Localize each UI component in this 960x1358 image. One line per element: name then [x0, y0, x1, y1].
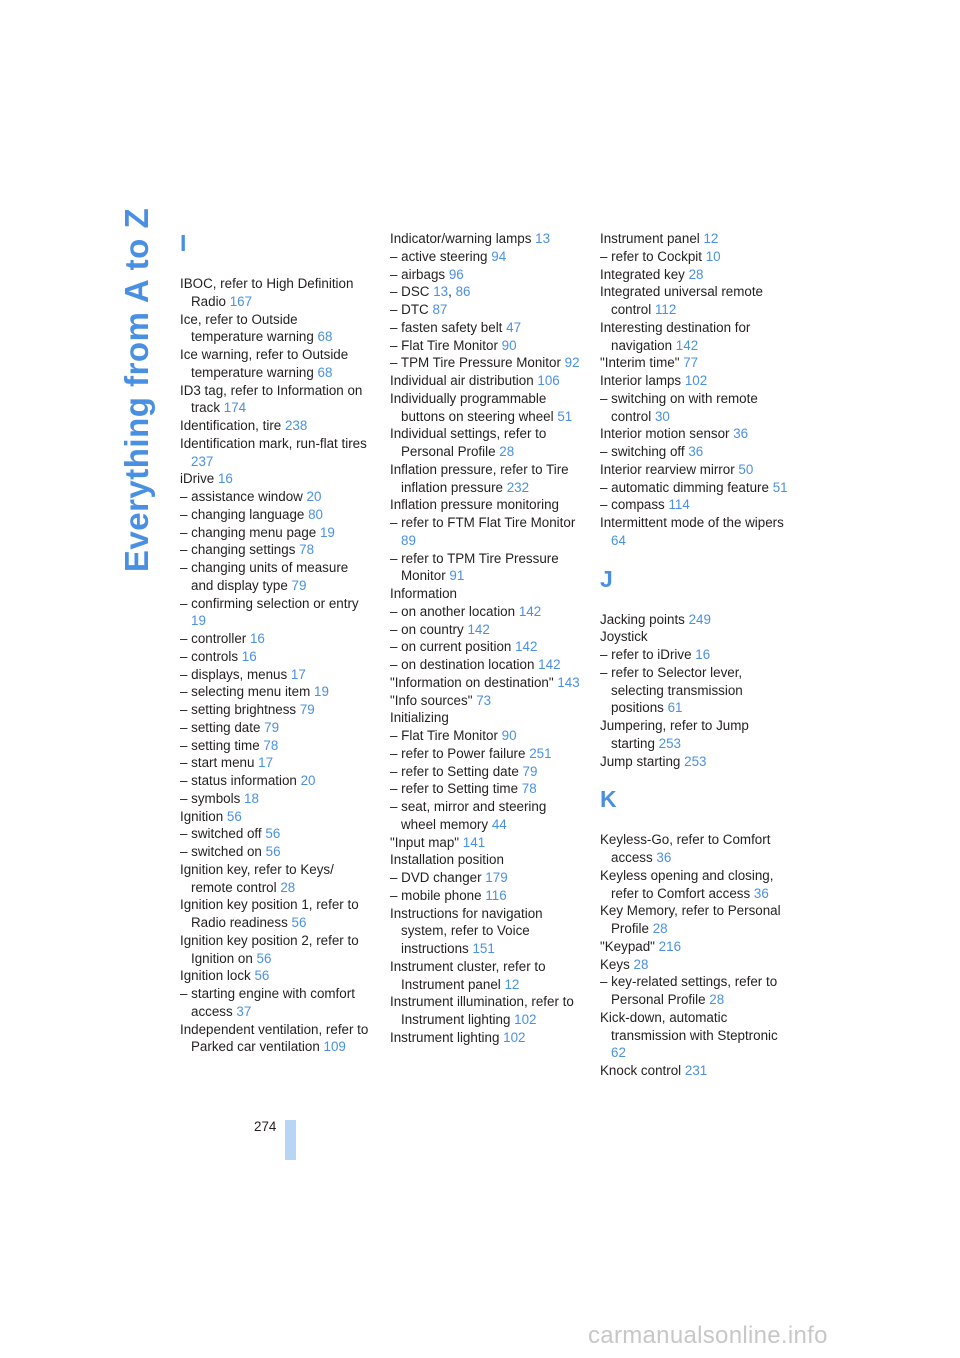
page-link[interactable]: 13: [433, 284, 449, 300]
entry-text: Jacking points: [600, 611, 685, 627]
index-entry: [180, 861, 370, 897]
page-link[interactable]: 106: [537, 373, 560, 388]
page-link[interactable]: 36: [733, 426, 749, 442]
index-entry: [600, 1062, 790, 1080]
page-link[interactable]: 56: [256, 950, 272, 966]
index-entry: [390, 851, 580, 869]
page-link[interactable]: 73: [476, 692, 492, 708]
index-entry: [600, 514, 790, 550]
index-entry: [180, 488, 370, 506]
page-link[interactable]: 28: [633, 956, 649, 972]
entry-text: – seat, mirror and steering wheel memory: [390, 799, 547, 832]
entry-text: Jump starting: [600, 753, 681, 769]
page-link[interactable]: 86: [455, 284, 471, 300]
index-entry: [600, 319, 790, 355]
entry-text: Keys: [600, 956, 630, 972]
entry-text: – Flat Tire Monitor: [390, 337, 498, 353]
page-link[interactable]: 19: [314, 684, 329, 700]
entry-text: Indicator/warning lamps: [390, 231, 532, 246]
page-link[interactable]: 174: [223, 400, 247, 416]
page-link[interactable]: 56: [291, 915, 307, 930]
page-link[interactable]: 16: [241, 648, 257, 664]
entry-text: Integrated universal remote control: [600, 284, 764, 317]
index-entry: [180, 790, 370, 808]
index-entry: [600, 283, 790, 319]
entry-text: Instrument lighting: [390, 1029, 500, 1045]
entry-text: – Flat Tire Monitor: [390, 728, 498, 743]
index-entry: [600, 753, 790, 771]
page-link[interactable]: 112: [654, 302, 677, 317]
entry-text: Identification mark, run-flat tires: [180, 435, 367, 451]
index-entry: [180, 896, 370, 932]
entry-text: – on destination location: [390, 657, 535, 672]
entry-text: – compass: [600, 497, 665, 513]
entry-text: Interior rearview mirror: [600, 461, 735, 477]
entry-text: – switching off: [600, 444, 685, 459]
index-entry: [600, 1009, 790, 1062]
entry-text: Integrated key: [600, 266, 685, 282]
entry-text: – refer to Cockpit: [600, 248, 702, 264]
page-link[interactable]: 44: [491, 816, 507, 832]
entry-text: Interior motion sensor: [600, 426, 730, 442]
page-link[interactable]: 64: [611, 532, 626, 548]
page-link[interactable]: 114: [668, 497, 690, 513]
entry-text: "Information on destination": [390, 674, 554, 690]
page-link[interactable]: 77: [683, 355, 699, 371]
page-link[interactable]: 80: [308, 506, 323, 522]
page-link[interactable]: 78: [263, 737, 279, 753]
entry-text: – refer to iDrive: [600, 647, 692, 662]
index-entry: [600, 938, 790, 956]
entry-text: – setting time: [180, 737, 260, 753]
page-link[interactable]: 36: [688, 444, 704, 459]
entry-text: Instrument illumination, refer to Instrument lighting: [390, 994, 574, 1027]
entry-text: – changing settings: [180, 542, 296, 558]
index-entry: [600, 831, 790, 867]
index-entry: [390, 1029, 580, 1047]
page-link[interactable]: 231: [684, 1063, 708, 1078]
index-entry: [180, 346, 370, 382]
index-column-3: [600, 230, 790, 1080]
entry-text: "Input map": [390, 834, 460, 850]
section-letter: K: [600, 786, 617, 813]
index-entry: [180, 648, 370, 666]
entry-text: – key-related settings, refer to Personal Profile: [600, 974, 778, 1007]
page-link[interactable]: 12: [504, 976, 520, 992]
page-link[interactable]: 238: [284, 418, 308, 433]
entry-text: – refer to FTM Flat Tire Monitor: [390, 515, 576, 530]
index-entry: [180, 1021, 370, 1057]
index-entry: [180, 275, 370, 311]
page-link[interactable]: 142: [467, 621, 490, 637]
entry-text: Ignition: [180, 808, 224, 824]
index-entry: [390, 248, 580, 266]
index-entry: [390, 869, 580, 887]
entry-text: – active steering: [390, 248, 488, 264]
index-entry: [180, 737, 370, 755]
index-entry: [600, 973, 790, 1009]
index-entry: [390, 905, 580, 958]
index-entry: [390, 958, 580, 994]
entry-text: – setting brightness: [180, 702, 297, 717]
page-link[interactable]: 87: [432, 302, 448, 317]
index-entry: [390, 763, 580, 781]
index-entry: [600, 230, 790, 248]
index-column-2: [390, 230, 580, 1047]
entry-text: – switched on: [180, 844, 262, 859]
index-entry: [390, 266, 580, 284]
index-entry: [180, 985, 370, 1021]
entry-text: – controls: [180, 648, 239, 664]
index-entry: [600, 867, 790, 903]
entry-text: Individual settings, refer to Personal Profile: [390, 426, 547, 459]
index-entry: [600, 479, 790, 497]
page-link[interactable]: 102: [514, 1012, 537, 1027]
entry-text: Ignition key position 1, refer to Radio readiness: [180, 897, 359, 930]
index-entry: [180, 808, 370, 826]
index-entry: [390, 390, 580, 426]
entry-text: "Keypad": [600, 938, 655, 954]
index-entry: [180, 754, 370, 772]
page-link[interactable]: 216: [658, 938, 682, 954]
page-link[interactable]: 30: [654, 408, 670, 424]
entry-text: – refer to Selector lever, selecting transmission positions: [600, 664, 743, 716]
section-gap: [600, 770, 790, 786]
page-link[interactable]: 62: [611, 1045, 626, 1061]
page-link[interactable]: 51: [772, 479, 788, 495]
page-link[interactable]: 102: [684, 373, 708, 388]
index-entry: [600, 372, 790, 390]
page-link[interactable]: 19: [191, 613, 206, 629]
entry-text: Knock control: [600, 1063, 682, 1078]
page-link[interactable]: 61: [667, 700, 683, 716]
index-entry: [390, 834, 580, 852]
index-entry: [390, 692, 580, 710]
entry-text: Ice warning, refer to Outside temperature warning: [180, 347, 349, 380]
entry-text: Initializing: [390, 710, 449, 726]
index-entry: [600, 496, 790, 514]
page-link[interactable]: 94: [491, 248, 507, 264]
page-link[interactable]: 56: [265, 826, 281, 842]
index-entry: [180, 541, 370, 559]
index-entry: [390, 798, 580, 834]
entry-text: Keyless-Go, refer to Comfort access: [600, 832, 771, 865]
page-link[interactable]: 28: [688, 266, 704, 282]
entry-text: – status information: [180, 773, 297, 788]
section-letter: J: [600, 565, 613, 592]
index-entry: [600, 354, 790, 372]
entry-text: Identification, tire: [180, 418, 282, 433]
entry-text: "Info sources": [390, 692, 473, 708]
index-entry: – DSC 13, 86: [390, 284, 471, 300]
page-link[interactable]: 90: [501, 337, 517, 353]
entry-text: – confirming selection or entry: [180, 595, 359, 611]
index-entry: [600, 902, 790, 938]
entry-text: – switched off: [180, 826, 262, 842]
entry-text: Ice, refer to Outside temperature warning: [180, 311, 314, 345]
page-link[interactable]: 142: [518, 603, 542, 619]
watermark: carmanualsonline.info: [588, 1322, 828, 1349]
page-link[interactable]: 16: [217, 471, 233, 487]
entry-text: ID3 tag, refer to Information on track: [180, 382, 363, 416]
index-entry: [180, 843, 370, 861]
index-entry: [180, 417, 370, 435]
index-entry: [180, 683, 370, 701]
entry-text: Kick-down, automatic transmission with Steptronic: [600, 1009, 778, 1043]
page-link[interactable]: 20: [306, 489, 322, 504]
entry-text: – automatic dimming feature: [600, 479, 769, 495]
entry-text: Individually programmable buttons on steering wheel: [390, 390, 554, 424]
index-entry: [390, 514, 580, 550]
page-link[interactable]: 51: [557, 408, 573, 424]
index-entry: [600, 390, 790, 426]
index-entry: [180, 595, 370, 631]
section-letter: I: [180, 230, 187, 256]
index-entry: [180, 719, 370, 737]
index-column-1: [180, 230, 370, 1056]
entry-text: – symbols: [180, 790, 241, 806]
index-entry: [390, 993, 580, 1029]
entry-text: – on another location: [390, 603, 516, 619]
page-link[interactable]: 237: [191, 453, 214, 469]
index-entry: [390, 354, 580, 372]
page-link[interactable]: 79: [264, 719, 280, 735]
entry-text: IBOC, refer to High Definition Radio: [180, 276, 354, 309]
index-entry: [180, 524, 370, 542]
entry-text: Keyless opening and closing, refer to Comfort access: [600, 867, 774, 901]
index-entry: [390, 656, 580, 674]
entry-text: "Interim time": [600, 355, 680, 371]
page-link[interactable]: 28: [280, 879, 296, 895]
index-entry: [390, 585, 580, 603]
entry-text: – on current position: [390, 639, 512, 655]
index-entry: [600, 611, 790, 629]
entry-text: Jumpering, refer to Jump starting: [600, 718, 749, 751]
index-entry: [390, 301, 580, 319]
entry-text: – refer to Setting time: [390, 781, 519, 797]
entry-text: – displays, menus: [180, 666, 288, 682]
page-link[interactable]: 28: [709, 992, 725, 1007]
page-link[interactable]: 116: [485, 887, 507, 903]
entry-text: – selecting menu item: [180, 684, 311, 700]
index-entry: [600, 628, 790, 646]
page-link[interactable]: 36: [753, 885, 769, 901]
entry-text: – on country: [390, 621, 464, 637]
page-link[interactable]: 89: [401, 532, 416, 548]
index-entry: [390, 425, 580, 461]
index-entry: [180, 506, 370, 524]
entry-text: Ignition key, refer to Keys/ remote control: [180, 861, 334, 895]
page-link[interactable]: 28: [499, 444, 515, 459]
entry-text: iDrive: [180, 471, 215, 487]
entry-text: Instrument cluster, refer to Instrument panel: [390, 958, 546, 992]
side-title: [112, 207, 162, 573]
page-link[interactable]: 36: [656, 850, 672, 865]
entry-text: Key Memory, refer to Personal Profile: [600, 903, 781, 936]
entry-text: – airbags: [390, 266, 446, 282]
side-title-text: Everything from A to Z: [118, 207, 155, 573]
page-link[interactable]: 251: [529, 745, 552, 761]
entry-text: Individual air distribution: [390, 373, 534, 388]
page-link[interactable]: 142: [515, 639, 538, 655]
page-link[interactable]: 142: [675, 337, 699, 353]
entry-text: – DTC: [390, 302, 429, 317]
entry-text: – refer to TPM Tire Pressure Monitor: [390, 550, 559, 584]
entry-text: – fasten safety belt: [390, 319, 503, 335]
index-entry: [180, 825, 370, 843]
page-link[interactable]: 78: [299, 542, 315, 558]
entry-text: Inflation pressure monitoring: [390, 497, 559, 513]
entry-text: Inflation pressure, refer to Tire inflation pressure: [390, 461, 569, 495]
page-link[interactable]: 56: [254, 968, 270, 984]
entry-text: Joystick: [600, 629, 648, 645]
index-entry: [390, 230, 580, 248]
index-entry: [390, 372, 580, 390]
entry-text: – refer to Setting date: [390, 763, 519, 779]
entry-text: – controller: [180, 631, 247, 646]
page-link[interactable]: 47: [506, 319, 522, 335]
index-entry: [600, 266, 790, 284]
entry-text: Intermittent mode of the wipers: [600, 515, 784, 530]
entry-text: – setting date: [180, 719, 261, 735]
page-link[interactable]: 141: [462, 834, 486, 850]
page-link[interactable]: 68: [317, 329, 333, 345]
page-link[interactable]: 249: [688, 611, 711, 627]
index-entry: [390, 550, 580, 586]
index-entry: [600, 646, 790, 664]
index-entry: [180, 311, 370, 347]
index-entry: [390, 887, 580, 905]
index-entry: [180, 559, 370, 595]
entry-text: Information: [390, 586, 457, 601]
page-link[interactable]: 142: [538, 657, 561, 672]
index-entry: [600, 461, 790, 479]
entry-text: – refer to Power failure: [390, 745, 526, 761]
index-entry: [180, 630, 370, 648]
page-link[interactable]: 17: [258, 755, 274, 771]
page-link[interactable]: 91: [449, 568, 465, 584]
page-link[interactable]: 179: [485, 870, 508, 885]
entry-text: – DSC: [390, 284, 430, 300]
page-link[interactable]: 18: [244, 790, 259, 806]
entry-text: – DVD changer: [390, 870, 482, 885]
index-entry: [600, 664, 790, 717]
index-entry: [180, 932, 370, 968]
entry-text: – changing language: [180, 506, 305, 522]
page-link[interactable]: 16: [695, 647, 711, 662]
entry-text: – changing menu page: [180, 524, 317, 540]
page-link[interactable]: 143: [557, 674, 580, 690]
index-entry: [600, 425, 790, 443]
entry-text: – starting engine with comfort access: [180, 986, 355, 1019]
page-link[interactable]: 12: [703, 231, 719, 246]
entry-text: Interior lamps: [600, 373, 682, 388]
entry-text: – start menu: [180, 755, 255, 771]
entry-text: – mobile phone: [390, 887, 482, 903]
page-link[interactable]: 92: [564, 355, 580, 371]
page-link[interactable]: 50: [738, 461, 754, 477]
index-entry: [390, 621, 580, 639]
index-entry: [180, 470, 370, 488]
entry-text: – switching on with remote control: [600, 390, 758, 424]
page-link[interactable]: 16: [249, 631, 265, 646]
page-link[interactable]: 232: [506, 479, 530, 495]
entry-text: Ignition lock: [180, 968, 251, 984]
page-link[interactable]: 79: [291, 577, 307, 593]
index-entry: [600, 717, 790, 753]
index-entry: [600, 248, 790, 266]
page-link[interactable]: 28: [652, 921, 668, 936]
page-link[interactable]: 20: [300, 773, 316, 788]
entry-text: Interesting destination for navigation: [600, 319, 751, 353]
page-link[interactable]: 68: [317, 364, 333, 380]
index-entry: [180, 967, 370, 985]
page-link[interactable]: 10: [705, 248, 721, 264]
page-link[interactable]: 19: [319, 524, 335, 540]
index-entry: [390, 638, 580, 656]
page-link[interactable]: 109: [323, 1039, 346, 1055]
page-link[interactable]: 37: [236, 1003, 252, 1019]
index-entry: [180, 772, 370, 790]
page-link[interactable]: 13: [535, 231, 551, 246]
index-entry: [390, 603, 580, 621]
page-marker-bar: [285, 1120, 296, 1160]
index-entry: [390, 709, 580, 727]
entry-text: – TPM Tire Pressure Monitor: [390, 355, 561, 371]
page-link[interactable]: 90: [501, 728, 517, 743]
index-entry: [180, 701, 370, 719]
index-entry: [390, 496, 580, 514]
entry-text: Independent ventilation, refer to Parked car ventilation: [180, 1021, 369, 1055]
page-link[interactable]: 79: [299, 702, 315, 717]
page-link[interactable]: 151: [472, 941, 495, 956]
entry-text: – changing units of measure and display type: [180, 560, 349, 593]
index-entry: [390, 674, 580, 692]
page-number: 274: [254, 1119, 277, 1134]
entry-text: Instrument panel: [600, 231, 700, 246]
index-entry: [600, 956, 790, 974]
entry-text: Ignition key position 2, refer to Ignition on: [180, 932, 359, 966]
page-link[interactable]: 56: [226, 808, 242, 824]
index-entry: [390, 337, 580, 355]
page-link[interactable]: 167: [229, 293, 253, 309]
page-link[interactable]: 79: [522, 763, 538, 779]
index-entry: [180, 435, 370, 471]
entry-text: Installation position: [390, 852, 504, 868]
page-link[interactable]: 253: [658, 735, 681, 751]
page-link[interactable]: 56: [265, 844, 281, 859]
index-entry: [390, 461, 580, 497]
index-entry: [180, 666, 370, 684]
index-entry: [390, 727, 580, 745]
page-link[interactable]: 78: [521, 781, 537, 797]
page-link[interactable]: 253: [684, 753, 707, 769]
section-gap: [600, 550, 790, 566]
index-entry: [390, 745, 580, 763]
index-entry: [600, 443, 790, 461]
index-entry: [180, 382, 370, 418]
entry-text: – assistance window: [180, 489, 303, 504]
index-entry: [390, 780, 580, 798]
entry-text: Instructions for navigation system, refer to Voice instructions: [390, 905, 543, 956]
page-link[interactable]: 17: [290, 666, 306, 682]
index-entry: [390, 319, 580, 337]
page-link[interactable]: 102: [503, 1029, 526, 1045]
page-link[interactable]: 96: [448, 266, 464, 282]
